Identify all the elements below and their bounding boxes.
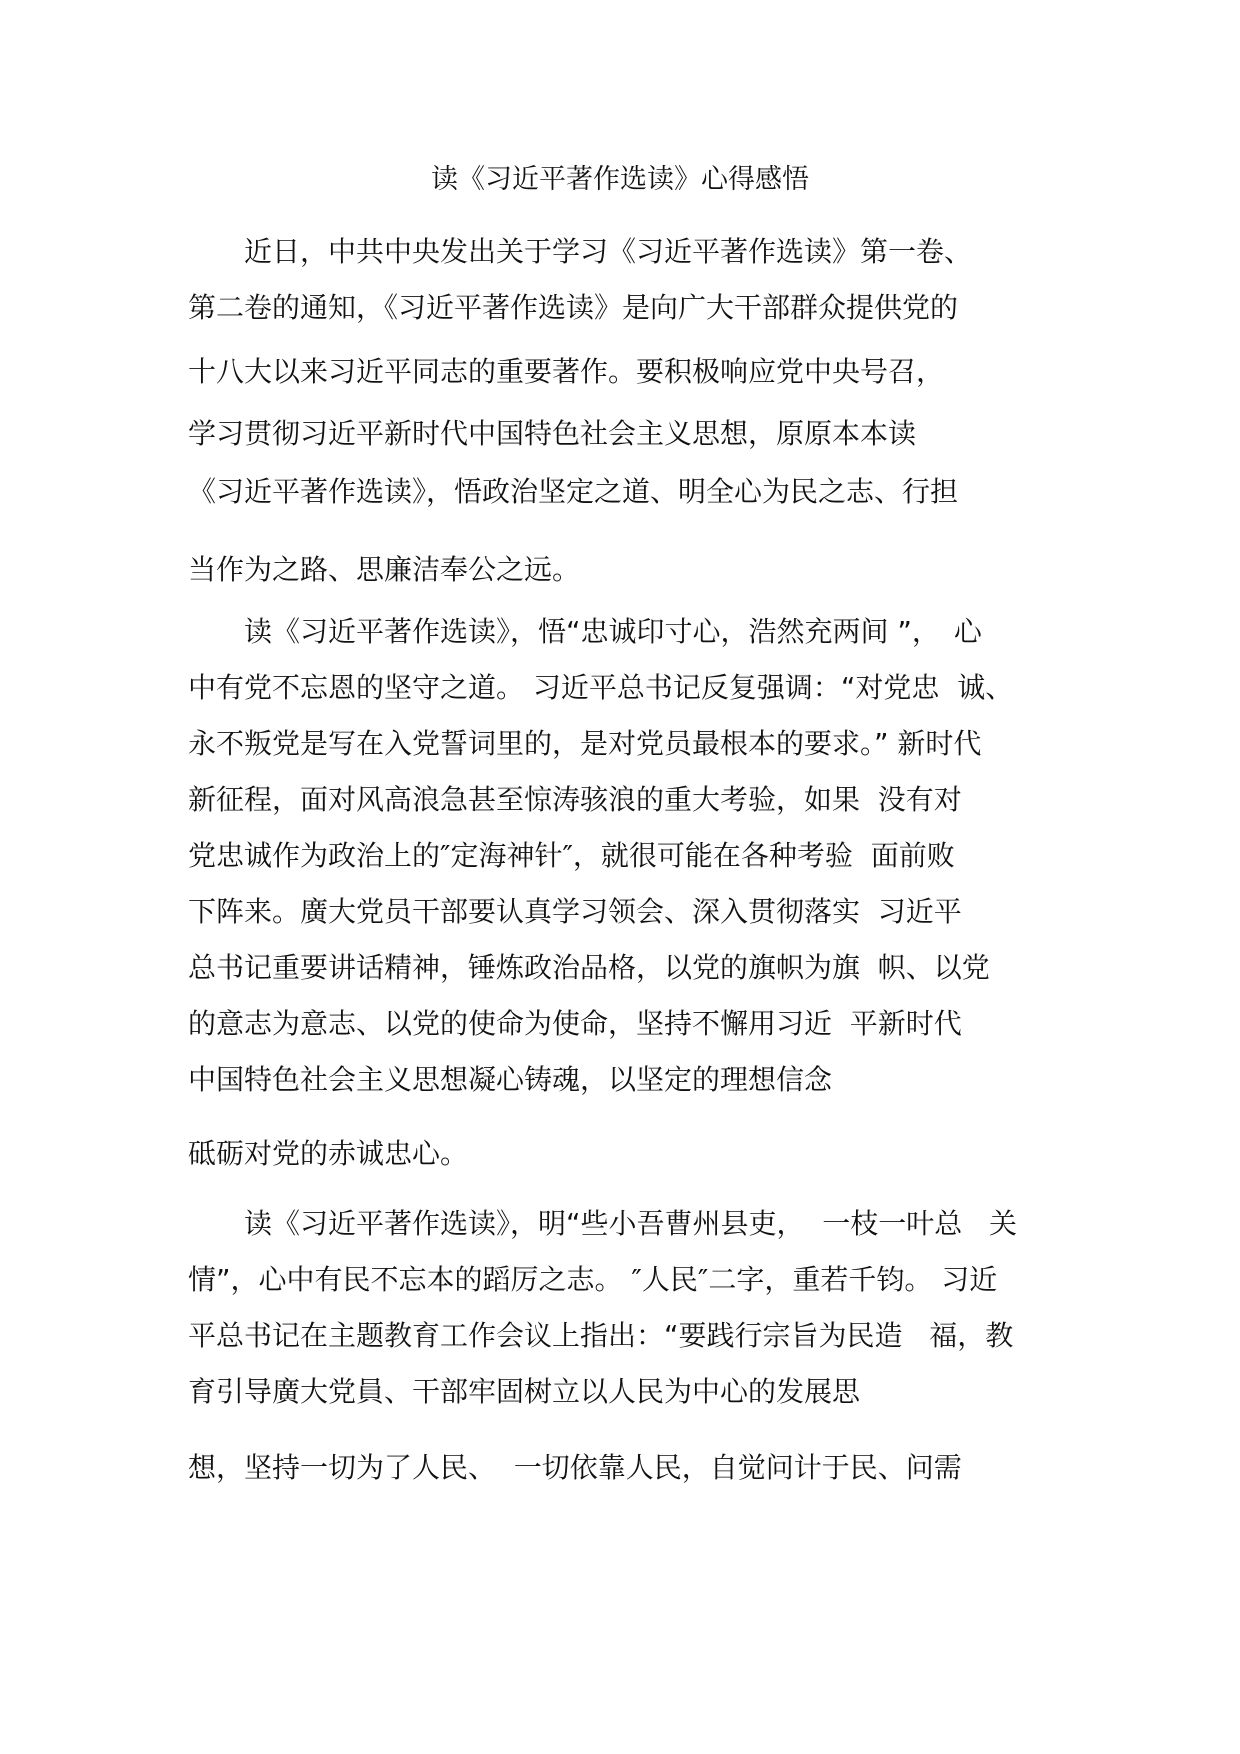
paragraph-line: 《习近平著作选读》，悟政治坚定之道、明全心为民之志、行担 [188, 475, 959, 508]
document-title: 读《习近平著作选读》心得感悟 [431, 164, 809, 195]
paragraph-line: 新征程，面对风高浪急甚至惊涛骇浪的重大考验，如果 没有对 [188, 783, 962, 816]
paragraph-line: 中国特色社会主义思想凝心铸魂，以坚定的理想信念 [188, 1063, 833, 1096]
paragraph-line: 想，坚持一切为了人民、 一切依靠人民，自觉问计于民、问需 [188, 1451, 962, 1484]
paragraph-line: 十八大以来习近平同志的重要著作。要积极响应党中央号召， [188, 355, 945, 388]
paragraph-line: 中有党不忘恩的坚守之道。 习近平总书记反复强调：“对党忠 诚、 [188, 671, 1014, 704]
paragraph-line: 党忠诚作为政治上的″定海神针″，就很可能在各种考验 面前败 [188, 839, 955, 872]
paragraph-line: 读《习近平著作选读》，明“些小吾曹州县吏， 一枝一叶总 关 [188, 1207, 1018, 1240]
paragraph-line: 近日，中共中央发出关于学习《习近平著作选读》第一卷、 [188, 235, 973, 268]
paragraph-line: 平总书记在主题教育工作会议上指出：“要践行宗旨为民造 福，教 [188, 1319, 1014, 1352]
paragraph-line: 育引导廣大党員、干部牢固树立以人民为中心的发展思 [188, 1375, 861, 1408]
paragraph-line: 砥砺对党的赤诚忠心。 [188, 1137, 469, 1170]
paragraph-line: 下阵来。廣大党员干部要认真学习领会、深入贯彻落实 习近平 [188, 895, 962, 928]
paragraph-line: 当作为之路、思廉洁奉公之远。 [188, 553, 581, 586]
paragraph-line: 永不叛党是写在入党誓词里的，是对党员最根本的要求。” 新时代 [188, 727, 982, 760]
paragraph-line: 第二卷的通知，《习近平著作选读》是向广大干部群众提供党的 [188, 291, 959, 324]
paragraph-line: 的意志为意志、以党的使命为使命，坚持不懈用习近 平新时代 [188, 1007, 962, 1040]
paragraph-line: 情”，心中有民不忘本的蹈厉之志。 ″人民″二字，重若千钧。 习近 [188, 1263, 998, 1296]
paragraph-line: 总书记重要讲话精神，锤炼政治品格，以党的旗帜为旗 帜、以党 [188, 951, 990, 984]
paragraph-line: 读《习近平著作选读》，悟“忠诚印寸心，浩然充两间 ”， 心 [188, 615, 982, 648]
paragraph-line: 学习贯彻习近平新时代中国特色社会主义思想，原原本本读 [188, 417, 917, 450]
